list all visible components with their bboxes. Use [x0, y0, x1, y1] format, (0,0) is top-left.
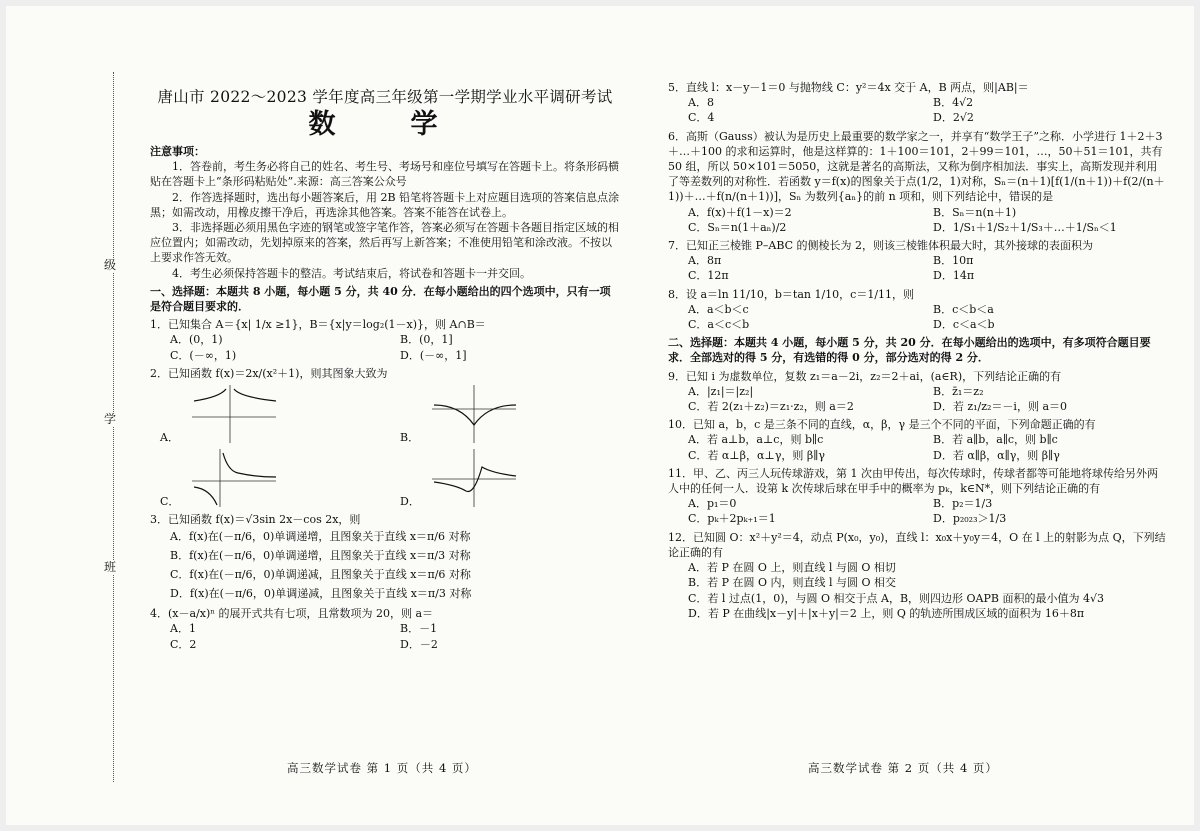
question-stem: 11．甲、乙、丙三人玩传球游戏，第 1 次由甲传出，每次传球时，传球者都等可能地将球传给另外两人中的任何一人．设第 k 次传球后球在甲手中的概率为 pₖ，k∈N*，则下列结论正确的有: [668, 466, 1158, 496]
option: D．2√2: [933, 111, 974, 125]
notice-item: 2．作答选择题时，选出每小题答案后，用 2B 铅笔将答题卡上对应题目选项的答案信息点涂黑；如需改动，用橡皮擦干净后，再选涂其他答案。答案不能答在试卷上。: [150, 190, 620, 219]
option: B．: [400, 430, 420, 444]
option-list: [150, 621, 620, 651]
option: A．a＜b＜c: [688, 302, 749, 316]
option: C．4: [688, 111, 715, 125]
option-list: [668, 253, 1168, 283]
graph-c: [190, 447, 280, 509]
option: A．f(x)＋f(1－x)＝2: [688, 205, 792, 219]
option: B．f(x)在(－π/6，0)单调递增，且图象关于直线 x＝π/3 对称: [170, 549, 471, 563]
graph-option: [160, 381, 380, 445]
option: D．f(x)在(－π/6，0)单调递减，且图象关于直线 x＝π/3 对称: [170, 587, 472, 601]
option: C．f(x)在(－π/6，0)单调递减，且图象关于直线 x＝π/6 对称: [170, 568, 471, 582]
option: A．: [160, 430, 179, 444]
notice-item: 4．考生必须保持答题卡的整洁。考试结束后，将试卷和答题卡一并交回。: [172, 266, 531, 280]
question-stem: 2．已知函数 f(x)＝2x/(x²＋1)，则其图象大致为: [150, 366, 388, 380]
page-footer-2: 高三数学试卷 第 2 页（共 4 页）: [808, 761, 998, 775]
binding-label: 班: [104, 560, 117, 574]
question-stem: 7．已知正三棱锥 P–ABC 的侧棱长为 2，则该三棱锥体积最大时，其外接球的表面积为: [668, 239, 1094, 253]
option-list: [668, 432, 1168, 462]
option: D．: [400, 494, 420, 508]
option: A．若 P 在圆 O 上，则直线 l 与圆 O 相切: [688, 561, 896, 575]
option-list: [668, 205, 1168, 235]
option-list: [668, 384, 1168, 414]
option: A．若 a⊥b，a⊥c，则 b∥c: [688, 433, 824, 447]
option-list: [668, 302, 1168, 332]
notice-heading: 注意事项：: [150, 145, 205, 158]
question-stem: 3．已知函数 f(x)＝√3sin 2x－cos 2x，则: [150, 513, 361, 527]
graph-a: [190, 383, 280, 445]
notice-item: 1．答卷前，考生务必将自己的姓名、考生号、考场号和座位号填写在答题卡上。将条形码横贴在答题卡上“条形码粘贴处”.来源：高三答案公众号: [150, 160, 619, 189]
option: B．z̄₁＝z₂: [933, 384, 984, 398]
page-footer-1: 高三数学试卷 第 1 页（共 4 页）: [287, 761, 477, 775]
option-list: [668, 560, 1168, 621]
option: D．14π: [933, 269, 975, 283]
binding-label: 级: [104, 258, 117, 272]
graph-b: [430, 383, 520, 445]
option: D．p₂₀₂₃＞1/3: [933, 512, 1007, 526]
option: D．1/S₁＋1/S₂＋1/S₃＋…＋1/Sₙ＜1: [933, 220, 1117, 234]
question-stem: 9．已知 i 为虚数单位，复数 z₁＝a－2i，z₂＝2＋ai，(a∈R)，下列结论正确的有: [668, 369, 1062, 383]
option: A．(0，1): [170, 333, 223, 347]
option: A．8π: [688, 254, 722, 268]
option: D．c＜a＜b: [933, 318, 995, 332]
option: C．12π: [688, 269, 729, 283]
question-stem: 10．已知 a，b，c 是三条不同的直线，α，β，γ 是三个不同的平面，下列命题正确的有: [668, 418, 1096, 432]
section-2-heading: 二、选择题：本题共 4 小题，每小题 5 分，共 20 分．在每小题给出的选项中，有多项符合题目要求．全部选对的得 5 分，有选错的得 0 分，部分选对的得 2 分．: [668, 336, 1151, 365]
option: C．若 α⊥β，α⊥γ，则 β∥γ: [688, 448, 825, 462]
option: D．(－∞，1]: [400, 348, 467, 362]
graph-option: [400, 445, 620, 509]
binding-line: [113, 72, 114, 782]
option: B．若 a∥b，a∥c，则 b∥c: [933, 433, 1058, 447]
option: C．a＜c＜b: [688, 318, 750, 332]
question-stem: 6．高斯（Gauss）被认为是历史上最重要的数学家之一，并享有“数学王子”之称．小学进行 1＋2＋3＋…＋100 的求和运算时，他是这样算的：1＋100＝101，2＋99＝101，…，50＋51＝101，共有 50 组，所以 50×101＝5050，这就是著名的高斯法，又称为倒序相加法．事实上，高斯发现并利用了等差数列的对称性．若函数 y＝f(x)的图象关于点(1/2，1)对称，Sₙ＝(n＋1)[f(1/(n＋1))＋f(2/(n＋1))＋…＋f(n/(n＋1))]，Sₙ 为数列{aₙ}的前 n 项和，则下列结论中，错误的是: [668, 129, 1165, 204]
option: B．c＜b＜a: [933, 302, 994, 316]
option: B．10π: [933, 254, 974, 268]
option: C．Sₙ＝n(1＋aₙ)/2: [688, 220, 787, 234]
graph-d: [430, 447, 520, 509]
option: C．2: [170, 637, 197, 651]
option: B．p₂＝1/3: [933, 497, 993, 511]
option: B．Sₙ＝n(n＋1): [933, 205, 1017, 219]
option-list: [150, 332, 620, 362]
option: B．4√2: [933, 96, 974, 110]
option: C．若 2(z₁＋z₂)＝z₁·z₂，则 a＝2: [688, 400, 854, 414]
option: A．p₁＝0: [688, 497, 737, 511]
option: B．(0，1]: [400, 333, 453, 347]
graph-option: [160, 445, 380, 509]
question-stem: 4．(x－a/x)ⁿ 的展开式共有七项，且常数项为 20，则 a＝: [150, 607, 434, 621]
option-list: [150, 527, 620, 603]
section-1-heading: 一、选择题：本题共 8 小题，每小题 5 分，共 40 分．在每小题给出的四个选项中，只有一项是符合题目要求的．: [150, 284, 611, 314]
option: A．f(x)在(－π/6，0)单调递增，且图象关于直线 x＝π/6 对称: [170, 530, 471, 544]
exam-title: 唐山市 2022～2023 学年度高三年级第一学期学业水平调研考试: [157, 88, 613, 106]
subject-title: 数 学: [308, 109, 462, 140]
question-stem: 5．直线 l：x－y－1＝0 与抛物线 C：y²＝4x 交于 A，B 两点，则|AB|＝: [668, 81, 1029, 94]
option: D．－2: [400, 637, 438, 651]
option: B．若 P 在圆 O 内，则直线 l 与圆 O 相交: [688, 576, 897, 590]
option: A．8: [688, 96, 714, 110]
graph-option: [400, 381, 620, 445]
option: C．(－∞，1): [170, 348, 237, 362]
left-column: [150, 86, 620, 652]
option: C．pₖ＋2pₖ₊₁＝1: [688, 512, 776, 526]
option: D．若 P 在曲线|x－y|＋|x＋y|＝2 上，则 Q 的轨迹所围成区域的面积为 16＋8π: [688, 606, 1085, 620]
notice-item: 3．非选择题必须用黑色字迹的钢笔或签字笔作答，答案必须写在答题卡各题目指定区域的相应位置内；如需改动，先划掉原来的答案，然后再写上新答案；不准使用铅笔和涂改液。不按以上要求作答无效。: [150, 221, 619, 265]
graph-options: [150, 381, 620, 509]
question-stem: 8．设 a＝ln 11/10，b＝tan 1/10，c＝1/11，则: [668, 287, 915, 301]
option: C．若 l 过点(1，0)，与圆 O 相交于点 A，B，则四边形 OAPB 面积的最小值为 4√3: [688, 591, 1104, 605]
option: D．若 z₁/z₂＝－i，则 a＝0: [933, 400, 1068, 414]
binding-label: 学: [104, 412, 117, 426]
option: C．: [160, 494, 180, 508]
question-stem: 1．已知集合 A＝{x| 1/x ≥1}，B＝{x|y＝log₂(1－x)}，则 A∩B＝: [150, 318, 486, 332]
question-stem: 12．已知圆 O：x²＋y²＝4，动点 P(x₀，y₀)，直线 l：x₀x＋y₀y＝4，O 在 l 上的射影为点 Q，下列结论正确的有: [668, 530, 1166, 559]
option: B．－1: [400, 622, 438, 636]
option: D．若 α∥β，α∥γ，则 β∥γ: [933, 448, 1060, 462]
option-list: [668, 496, 1168, 526]
option: A．1: [170, 622, 196, 636]
right-column: [668, 80, 1168, 621]
option-list: [668, 95, 1168, 125]
option: A．|z₁|＝|z₂|: [688, 384, 754, 398]
